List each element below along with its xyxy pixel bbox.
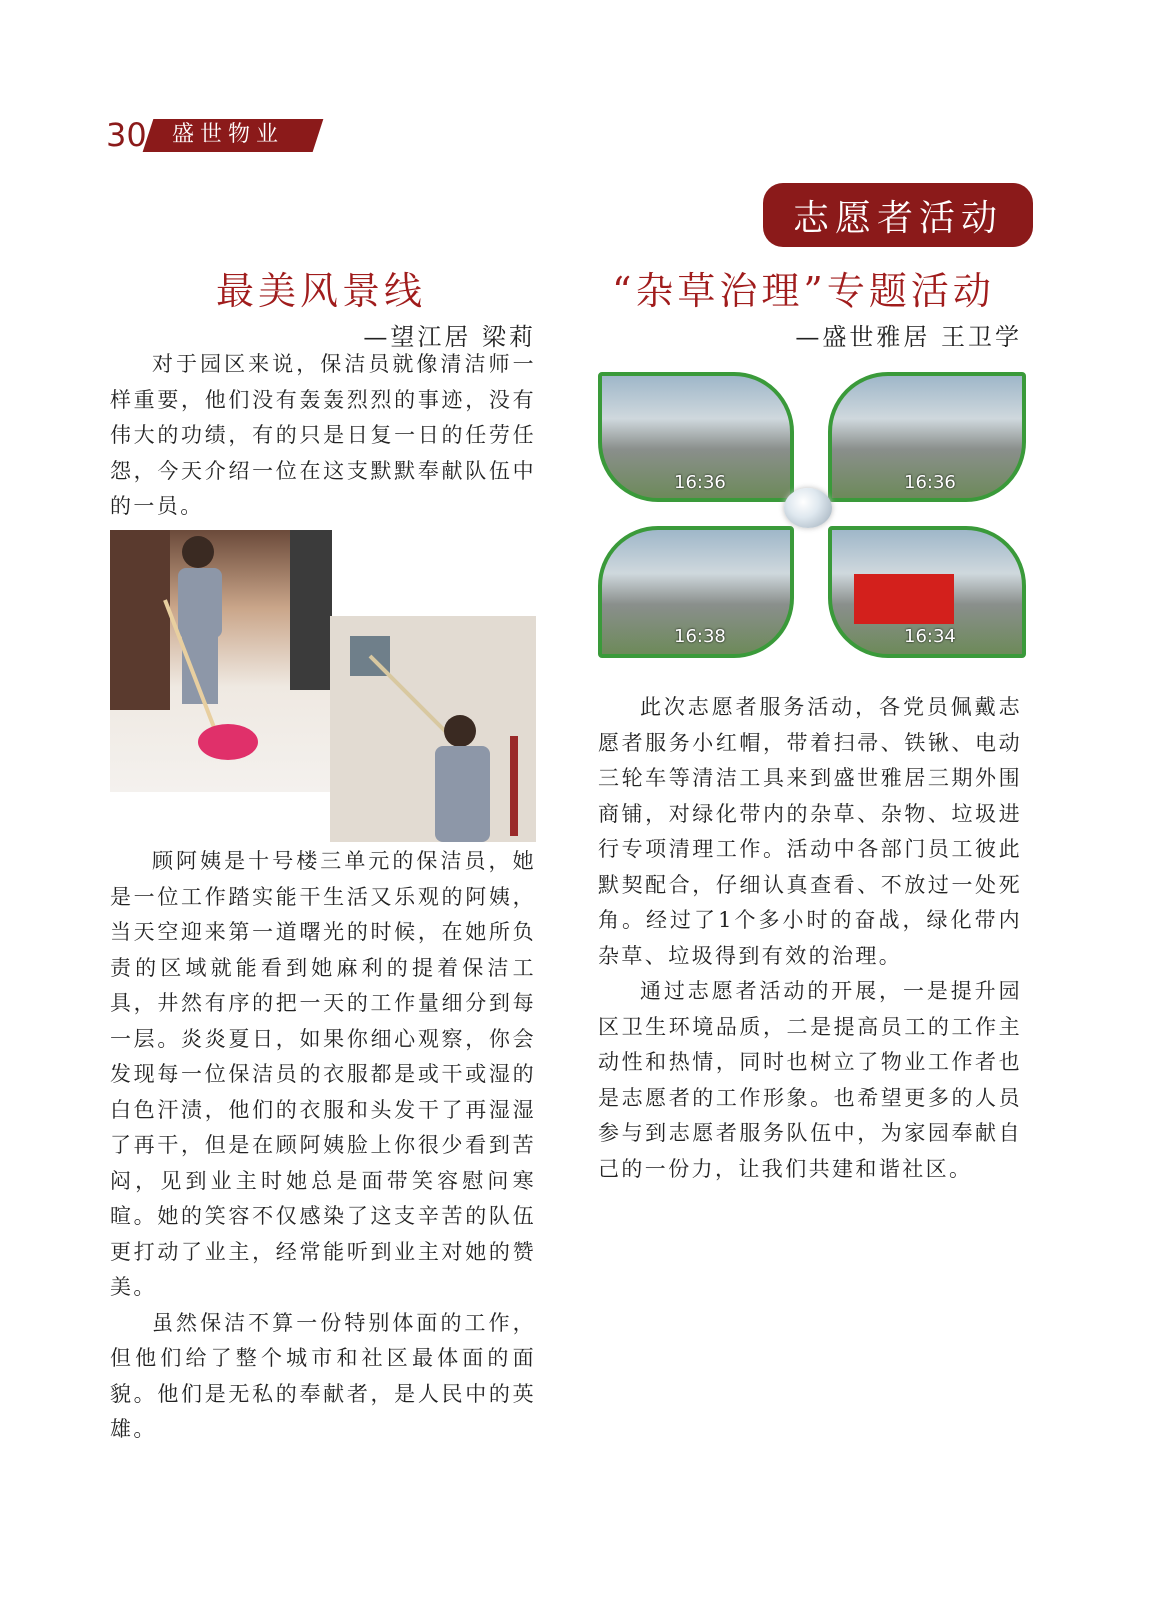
page-number: 30 — [106, 116, 147, 154]
collage-center-orb — [784, 488, 832, 528]
weeding-photo-3 — [598, 526, 794, 658]
section-tag-label: 盛世物业 — [172, 122, 285, 147]
photo-timestamp: 16:36 — [904, 472, 956, 493]
volunteer-group-photo — [828, 526, 1026, 658]
left-article-paragraph-2: 虽然保洁不算一份特别体面的工作，但他们给了整个城市和社区最体面的面貌。他们是无私的奉献者，是人民中的英雄。 — [110, 1310, 536, 1441]
right-article-paragraph-1: 此次志愿者服务活动，各党员佩戴志愿者服务小红帽，带着扫帚、铁锹、电动三轮车等清洁工具来到盛世雅居三期外围商铺，对绿化带内的杂草、杂物、垃圾进行专项清理工作。活动中各部门员工彼此默契配合，仔细认真查看、不放过一处死角。经过了1个多小时的奋战，绿化带内杂草、垃圾得到有效的治理。 — [598, 695, 1022, 968]
cleaner-wiping-illustration — [330, 616, 536, 842]
left-article-intro: 对于园区来说，保洁员就像清洁师一样重要，他们没有轰轰烈烈的事迹，没有伟大的功绩，有的只是日复一日的任劳任怨，今天介绍一位在这支默默奉献队伍中的一员。 — [110, 352, 536, 518]
category-banner: 志愿者活动 — [763, 183, 1033, 247]
weeding-photo-1 — [598, 372, 794, 502]
right-article-body — [598, 690, 1022, 1187]
left-article-body — [110, 844, 536, 1448]
right-article-paragraph-2: 通过志愿者活动的开展，一是提升园区卫生环境品质，二是提高员工的工作主动性和热情，同时也树立了物业工作者也是志愿者的工作形象。也希望更多的人员参与到志愿者服务队伍中，为家园奉献自己的一份力，让我们共建和谐社区。 — [598, 979, 1022, 1181]
photo-timestamp: 16:34 — [904, 626, 956, 647]
right-article-byline: —盛世雅居 王卫学 — [795, 323, 1022, 351]
left-article-byline: —望江居 梁莉 — [363, 323, 536, 351]
cleaner-mopping-illustration — [110, 530, 332, 792]
left-article-title: 最美风景线 — [216, 269, 427, 313]
right-article-title: “杂草治理”专题活动 — [612, 269, 995, 313]
left-article-paragraph-1: 顾阿姨是十号楼三单元的保洁员，她是一位工作踏实能干生活又乐观的阿姨，当天空迎来第一道曙光的时候，在她所负责的区域就能看到她麻利的提着保洁工具，井然有序的把一天的工作量细分到每一层。炎炎夏日，如果你细心观察，你会发现每一位保洁员的衣服都是或干或湿的白色汗渍，他们的衣服和头发干了再湿湿了再干，但是在顾阿姨脸上你很少看到苦闷，见到业主时她总是面带笑容慰问寒暄。她的笑容不仅感染了这支辛苦的队伍更打动了业主，经常能听到业主对她的赞美。 — [110, 849, 536, 1299]
weeding-photo-2 — [828, 372, 1026, 502]
party-flag — [854, 574, 954, 624]
cleaner-mopping-photo — [110, 530, 332, 792]
photo-timestamp: 16:36 — [674, 472, 726, 493]
photo-timestamp: 16:38 — [674, 626, 726, 647]
cleaner-wiping-wall-photo — [330, 616, 536, 842]
